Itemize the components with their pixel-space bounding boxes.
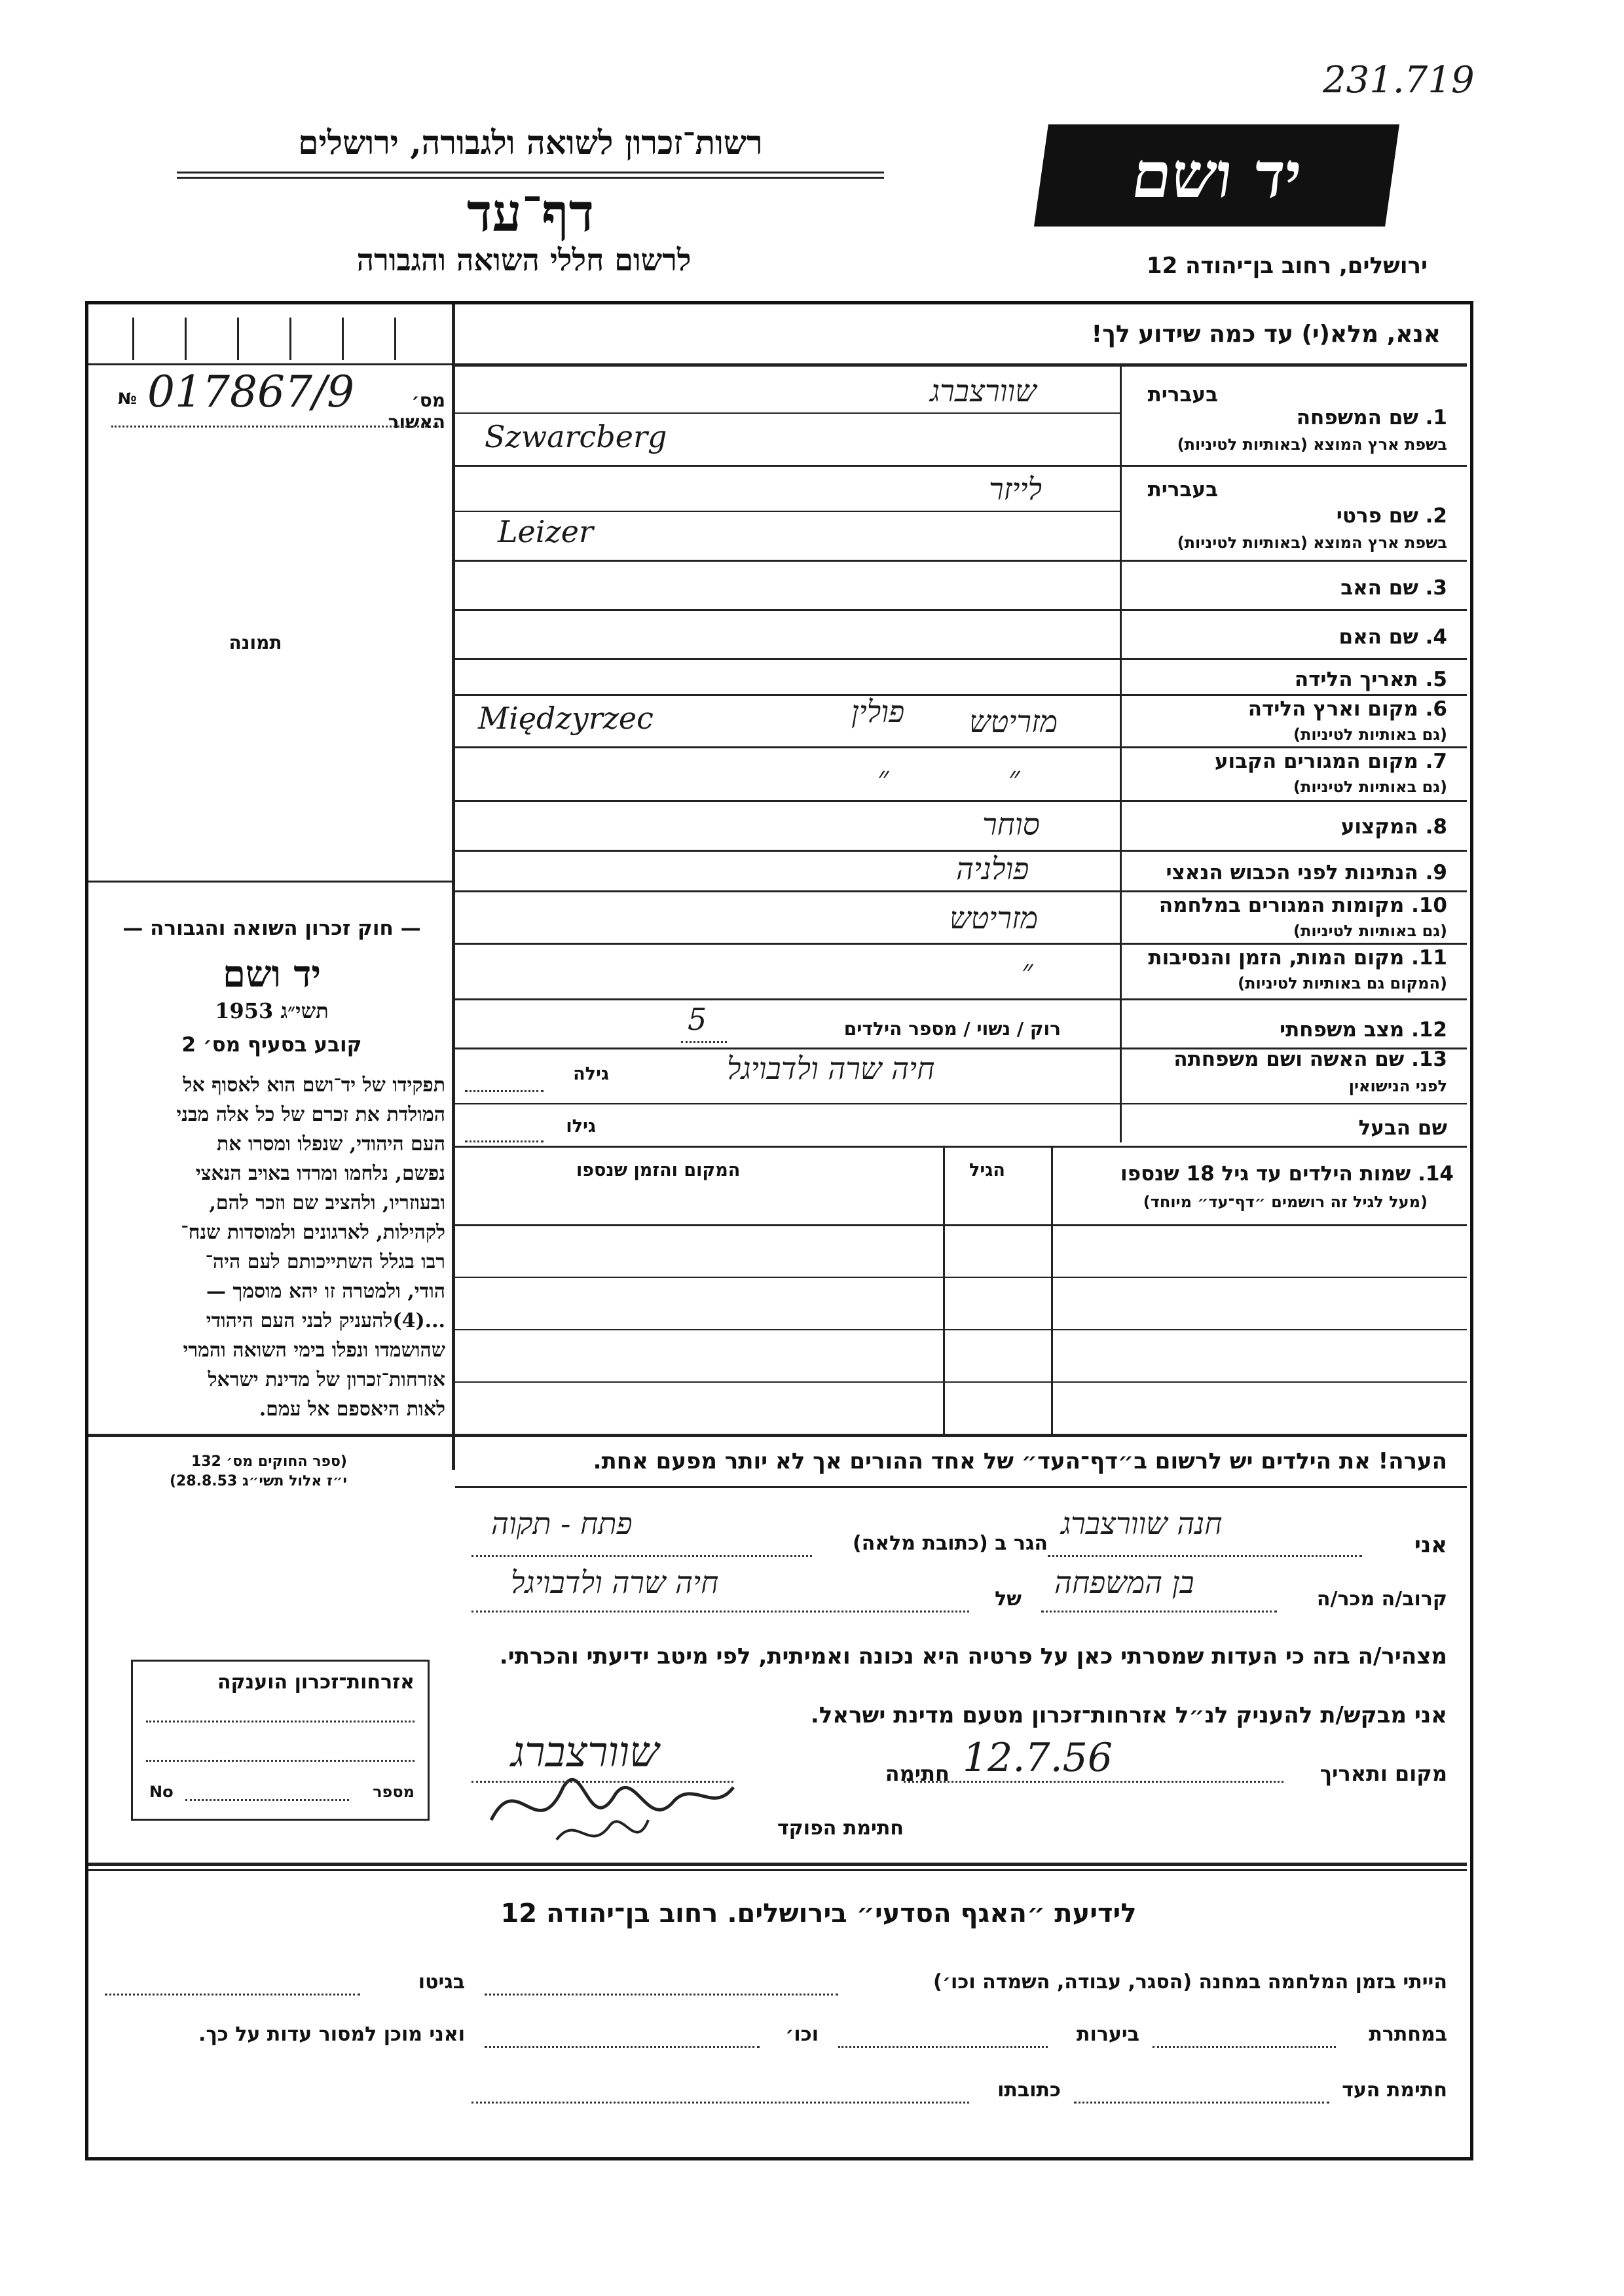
field-wartime-residence-value: מזריטש [950,900,1039,936]
header-rule [177,172,884,173]
form-subtitle: לרשום חללי השואה והגבורה [356,242,692,278]
field-first-name-hebrew-value: לייזר [989,471,1043,507]
authority-name: רשות־זכרון לשואה ולגבורה, ירושלים [298,123,763,162]
footer-witness-signature-label: חתימת העד [1342,2079,1447,2102]
field-children-count-value: 5 [688,1002,707,1037]
declaration-statement: מצהיר/ה בזה כי העדות שמסרתי כאן על פרטיה היא נכונה ואמיתית, לפי מיטב ידיעתי והכרתי. [499,1643,1447,1669]
place-date-label: מקום ותאריך [1320,1761,1447,1786]
signature-value: שוורצברג [511,1728,659,1777]
field-residence-value-1: ״ [877,759,889,795]
field-birth-place-latin-value: Międzyrzec [478,701,654,736]
signature-label: חתימה [885,1761,950,1786]
field-residence-label: 7. מקום המגורים הקבוע [1214,750,1447,773]
field-birth-date-label: 5. תאריך הלידה [1294,668,1447,691]
field-family-status-options: רוק / נשוי / מספר הילדים [843,1018,1061,1040]
field-husband-name-label: שם הבעל [1358,1116,1447,1140]
field-family-name-hebrew-value: שוורצברג [930,373,1037,409]
citizenship-box [131,1660,430,1821]
field-children-label: 14. שמות הילדים עד גיל 18 שנספו [1120,1162,1454,1186]
law-name: יד ושם [222,953,322,996]
place-date-value: 12.7.56 [963,1735,1113,1781]
officer-signature-label: חתימת הפוקד [777,1817,904,1840]
declarant-address-value: פתח - תקוה [491,1506,633,1541]
declaration-relation-label: קרוב/ה מכר/ה [1316,1588,1447,1611]
field-birth-place-label: 6. מקום וארץ הלידה [1247,697,1447,721]
field-wife-name-value: חיה שרה ולדבויגל [727,1051,935,1086]
field-family-status-label: 12. מצב משפחתי [1279,1018,1447,1042]
logo-text: יד ושם [1127,138,1306,212]
declaration-i-label: אני [1414,1532,1447,1558]
reference-number: 231.719 [1323,59,1475,101]
field-death-place-value: ״ [1022,953,1033,988]
citizenship-title: אזרחות־זכרון הוענקה [217,1671,415,1694]
law-line: לקהילות, לארגונים ולמוסדות שנח־ [181,1221,445,1244]
citizenship-number-label: מספר [373,1783,415,1801]
form-title: דף־עד [466,182,595,244]
law-line: אזרחות־זכרון של מדינת ישראל [208,1368,445,1391]
law-line: ...(4)להעניק לבני העם היהודי [206,1309,445,1332]
footer-underground-label: במחתרת [1369,2023,1447,2046]
signature-scribble-icon [478,1741,740,1859]
footer-address-label: כתובתו [997,2079,1061,2102]
law-line: לאות היאספם אל עמם. [259,1398,445,1421]
cert-number-value: 017867/9 [147,367,355,417]
field-citizenship-label: 9. הנתינות לפני הכבוש הנאצי [1166,861,1447,884]
field-residence-sub: (גם באותיות לטיניות) [1293,778,1447,796]
field-wartime-residence-label: 10. מקומות המגורים במלחמה [1158,894,1447,917]
field-wartime-residence-sub: (גם באותיות לטיניות) [1293,922,1447,940]
law-line: המולדת את זכרם של כל אלה מבני [176,1103,445,1126]
field-children-sub: (מעל לגיל זה רושמים ״דף־עד״ מיוחד) [1143,1193,1428,1211]
law-line: תפקידו של יד־ושם הוא לאסוף אל [183,1074,445,1097]
field-wife-name-label: 13. שם האשה ושם משפחתה [1173,1048,1447,1071]
law-line: נפשם, נלחמו ומרדו באויב הנאצי [195,1162,445,1185]
declaration-request: אני מבקש/ת להעניק לנ״ל אזרחות־זכרון מטעם מדינת ישראל. [810,1702,1447,1728]
law-line: שהושמדו ונפלו בימי השואה והמרי [183,1339,445,1362]
footer-camp-label: הייתי בזמן המלחמה במחנה (הסגר, עבודה, השמדה וכו׳) [933,1971,1447,1994]
photo-label: תמונה [229,632,282,653]
footer-testimony-label: ואני מוכן למסור עדות על כך. [198,2023,465,2046]
children-note: הערה! את הילדים יש לרשום ב״דף־העד״ של אחד ההורים אך לא יותר מפעם אחת. [593,1448,1447,1474]
field-family-name-hebrew-tag: בעברית [1147,383,1218,407]
field-birth-place-country-value: פולין [851,694,905,729]
declaration-relation-value: בן המשפחה [1054,1565,1194,1600]
field-profession-label: 8. המקצוע [1340,815,1447,839]
law-title: — חוק זכרון השואה והגבורה — [122,917,421,940]
header-rule-2 [177,177,884,179]
field-first-name-sub: בשפת ארץ המוצא (באותיות לטיניות) [1177,534,1447,552]
law-line: רבו בגלל השתייכותם לעם היה־ [205,1250,445,1273]
field-birth-place-hebrew-value: מזריטש [969,704,1058,739]
law-ref-1: (ספר החוקים מס׳ 132 [191,1453,347,1470]
law-line: הודי, ולמטרה זו יהא מוסמך — [206,1280,445,1303]
footer-title: לידיעת ״האגף הסדעי״ בירושלים. רחוב בן־יהודה 12 [500,1899,1137,1929]
law-year: תשי״ג 1953 [215,998,329,1023]
citizenship-no-label: No [149,1783,174,1801]
declaration-of-label: של [995,1588,1022,1611]
field-wife-name-sub: לפני הנישואין [1348,1077,1447,1095]
law-line: ובעוזריו, ולהציב שם וזכר להם, [209,1192,445,1214]
field-citizenship-value: פולניה [956,851,1029,886]
field-children-place-header: המקום והזמן שנספו [576,1160,741,1180]
declaration-of-value: חיה שרה ולדבויגל [511,1565,719,1600]
footer-ghetto-label: בגיטו [418,1971,465,1994]
field-children-age-header: הגיל [969,1160,1005,1180]
field-first-name-label: 2. שם פרטי [1336,504,1447,528]
intro-text: אנא, מלא(י) עד כמה שידוע לך! [1091,321,1441,348]
law-line: העם היהודי, שנפלו ומסרו את [216,1133,445,1156]
field-death-place-sub: (המקום גם באותיות לטיניות) [1238,974,1447,993]
footer-forests-label: ביערות [1077,2023,1139,2046]
field-family-name-label: 1. שם המשפחה [1296,406,1447,429]
field-husband-age-label: גילו [566,1116,596,1137]
cert-no-mark: № [118,390,137,408]
yad-vashem-logo [1034,124,1399,227]
field-family-name-sub: בשפת ארץ המוצא (באותיות לטיניות) [1177,435,1447,454]
field-first-name-hebrew-tag: בעברית [1147,478,1218,501]
law-clause: קובע בסעיף מס׳ 2 [181,1033,362,1057]
header-address: ירושלים, רחוב בן־יהודה 12 [1146,253,1428,279]
law-ref-2: י״ז אלול תשי״ג 28.8.53) [169,1473,347,1489]
declarant-name-value: חנה שוורצברג [1061,1506,1223,1541]
declaration-address-label: הגר ב (כתובת מלאה) [852,1532,1048,1555]
field-family-name-latin-value: Szwarcberg [485,419,667,454]
field-father-name-label: 3. שם האב [1340,576,1447,600]
law-text [98,1070,445,1424]
field-profession-value: סוחר [982,807,1040,842]
footer-etc-label: וכו׳ [785,2023,819,2046]
field-first-name-latin-value: Leizer [498,514,593,549]
field-birth-place-sub: (גם באותיות לטיניות) [1293,725,1447,744]
cert-number-label: מס׳ האשור [388,390,445,433]
field-mother-name-label: 4. שם האם [1338,625,1447,649]
field-wife-age-label: גילה [573,1064,609,1084]
field-residence-value-2: ״ [1008,759,1020,795]
field-death-place-label: 11. מקום המות, הזמן והנסיבות [1148,946,1447,970]
